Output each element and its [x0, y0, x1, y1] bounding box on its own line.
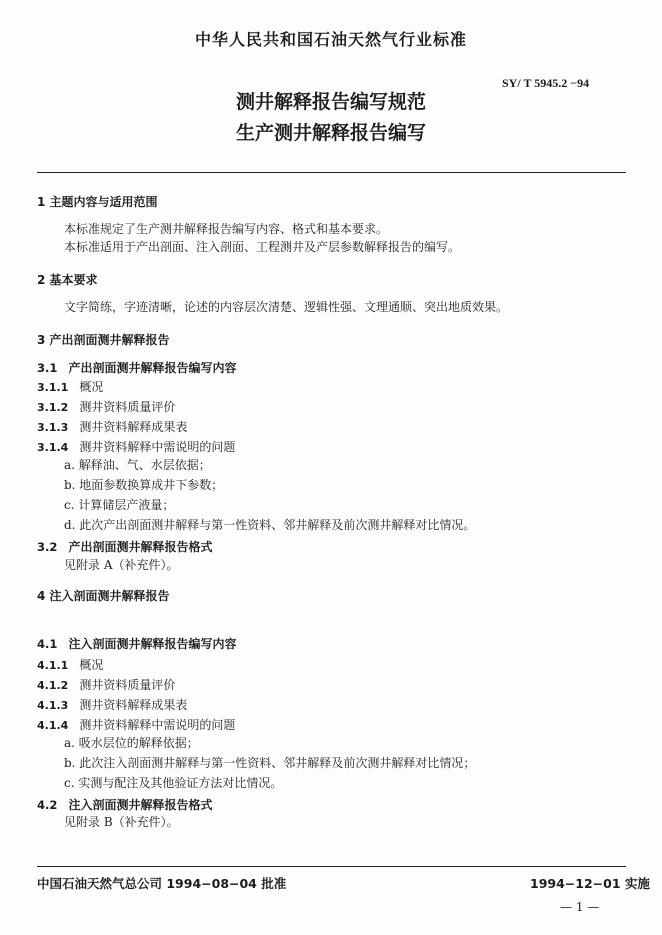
list-item-4-c: c. 实测与配注及其他验证方法对比情况。: [64, 776, 283, 790]
section-1-heading: 1 主题内容与适用范围: [37, 195, 158, 209]
clause-3-1-1: [37, 376, 103, 395]
list-item-4-a: a. 吸水层位的解释依据；: [64, 736, 199, 750]
clause-number: 4.1.3: [37, 699, 69, 712]
section-4-heading: 4 注入剖面测井解释报告: [37, 589, 170, 603]
clause-title: 测井资料解释成果表: [79, 698, 188, 712]
clause-number: 3.2: [37, 540, 58, 554]
clause-title: 产出剖面测井解释报告编写内容: [68, 361, 237, 375]
section-1-paragraph-2: 本标准适用于产出剖面、注入剖面、工程测井及产层参数解释报告的编写。: [64, 240, 461, 254]
clause-4-1-4: [37, 714, 235, 733]
clause-4-2: [37, 794, 212, 813]
header-rule: [37, 172, 626, 173]
list-item-3-c: c. 计算储层产液量；: [64, 498, 175, 512]
clause-3-1-2: [37, 396, 175, 415]
standard-code: SY/ T 5945.2 −94: [502, 76, 590, 90]
clause-number: 4.1.1: [37, 659, 69, 672]
document-title: 测井解释报告编写规范: [235, 91, 426, 113]
list-item-3-a: a. 解释油、气、水层依据；: [64, 458, 211, 472]
section-1-paragraph-1: 本标准规定了生产测井解释报告编写内容、格式和基本要求。: [64, 222, 389, 236]
clause-number: 3.1.3: [37, 421, 69, 434]
footer-rule: [37, 866, 626, 867]
clause-title: 产出剖面测井解释报告格式: [68, 540, 213, 554]
list-item-3-b: b. 地面参数换算成井下参数；: [64, 478, 224, 492]
clause-title: 测井资料解释中需说明的问题: [79, 718, 236, 732]
clause-4-1-1: [37, 654, 103, 673]
clause-number: 3.1.4: [37, 441, 69, 454]
clause-number: 3.1.2: [37, 401, 69, 414]
clause-number: 3.1.1: [37, 381, 69, 394]
clause-number: 4.1.2: [37, 679, 69, 692]
clause-title: 测井资料解释成果表: [79, 420, 188, 434]
clause-number: 4.1.4: [37, 719, 69, 732]
clause-3-2: [37, 536, 212, 555]
clause-title: 概况: [79, 380, 104, 394]
clause-4-1-2: [37, 674, 175, 693]
clause-4-1: [37, 633, 236, 652]
clause-3-1: [37, 357, 236, 376]
appendix-b-reference: 见附录 B（补充件）。: [64, 815, 179, 829]
standard-category-title: 中华人民共和国石油天然气行业标准: [194, 30, 467, 49]
section-2-heading: 2 基本要求: [37, 273, 98, 287]
list-item-3-d: d. 此次产出剖面测井解释与第一性资料、邻井解释及前次测井解释对比情况。: [64, 518, 476, 532]
clause-4-1-3: [37, 694, 187, 713]
effective-date-line: 1994−12−01 实施: [530, 876, 650, 891]
clause-title: 测井资料质量评价: [79, 400, 176, 414]
clause-title: 注入剖面测井解释报告编写内容: [68, 637, 237, 651]
approval-line: 中国石油天然气总公司 1994−08−04 批准: [37, 876, 287, 891]
clause-title: 测井资料解释中需说明的问题: [79, 440, 236, 454]
clause-number: 4.1: [37, 637, 58, 651]
appendix-a-reference: 见附录 A（补充件）。: [64, 558, 179, 572]
clause-title: 概况: [79, 658, 104, 672]
section-2-paragraph: 文字简练，字迹清晰，论述的内容层次清楚、逻辑性强、文理通顺、突出地质效果。: [64, 300, 509, 314]
clause-number: 3.1: [37, 361, 58, 375]
clause-title: 注入剖面测井解释报告格式: [68, 798, 213, 812]
section-3-heading: 3 产出剖面测井解释报告: [37, 333, 170, 347]
clause-title: 测井资料质量评价: [79, 678, 176, 692]
clause-number: 4.2: [37, 798, 58, 812]
clause-3-1-4: [37, 436, 235, 455]
list-item-4-b: b. 此次注入剖面测井解释与第一性资料、邻井解释及前次测井解释对比情况；: [64, 756, 476, 770]
page-number: — 1 —: [560, 900, 600, 914]
document-subtitle: 生产测井解释报告编写: [235, 122, 426, 144]
clause-3-1-3: [37, 416, 187, 435]
